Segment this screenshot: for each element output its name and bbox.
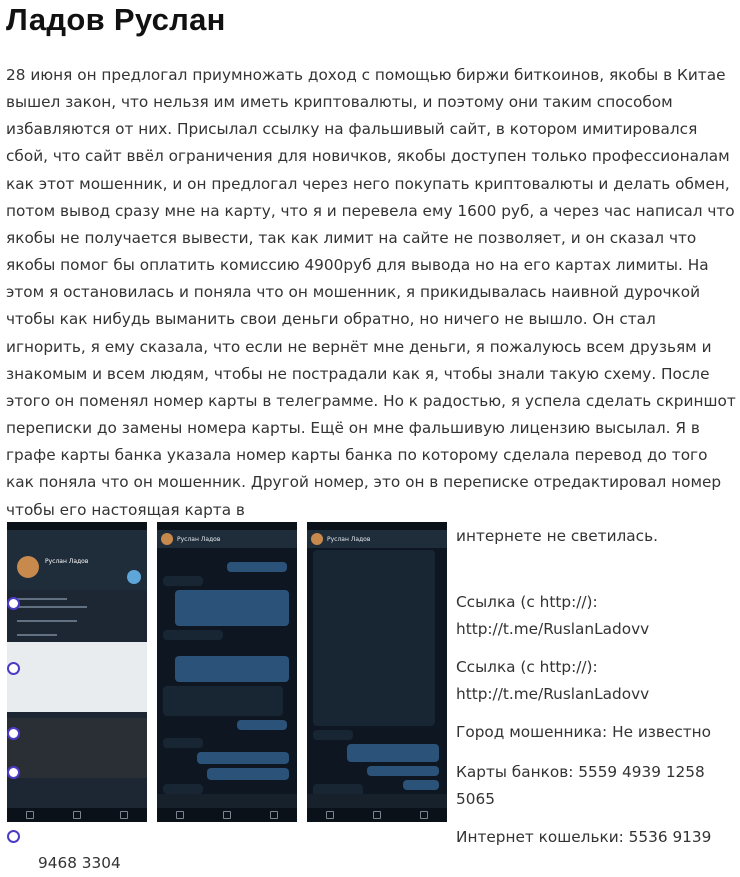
shared-media-thumbnail-2 [7,718,147,778]
chat-header [307,530,447,548]
avatar [17,556,39,578]
avatar [161,533,173,545]
chat-bubble [197,752,289,764]
chat-bubble [163,738,203,748]
gallery-dot-icon [7,727,20,740]
story-end: интернете не светилась. [456,527,658,545]
link-label-1: Ссылка (с http://): [456,593,598,611]
android-nav-bar [307,808,447,822]
story-text: 28 июня он предлогал приумножать доход с помощью биржи биткоинов, якобы в Китае вышел закон, что нельзя им иметь криптовалюты, и поэтому они таким способом избавляются от них. Присылал ссылку на фальшивый сайт, в котором имитировался сбой, что сайт ввёл ограничения для новичков, якобы доступен только профессионалам как этот мошенник, и он предлогал через него покупать криптовалюты и делать обмен, потом вывод сразу мне на карту, что я и перевела ему 1600 руб, а через час написал что якобы не получается вывести, так как лимит на сайте не позволяет, и он сказал что якобы помог бы оплатить комиссию 4900руб для вывода но на его картах лимиты. На этом я остановилась и поняла что он мошенник, я прикидывалась наивной дурочкой чтобы как нибудь выманить свои деньги обратно, но ничего не вышло. Он стал игнорить, я ему сказала, что если не вернёт мне деньги, я пожалуюсь всем друзьям и знакомым и всем людям, чтобы не пострадали как я, чтобы знали такую схему. После этого он поменял номер карты в телеграмме. Но к радостью, я успела сделать скриншот переписки до замены номера карты. Ещё он мне фальшивую лицензию высылал. Я в графе карты банка указала номер карты банка по которому сделала перевод до того как поняла что он мошенник. Другой номер, это он в переписке отредактировал номер чтобы его настоящая карта в [6,66,736,519]
wallets: Интернет кошельки: 5536 9139 [456,828,712,846]
contact-name: Руслан Ладов [45,558,89,565]
gallery-dot-icon [7,662,20,675]
chat-bubble [175,590,289,626]
contact-name: Руслан Ладов [327,535,371,543]
chat-bubble [163,630,223,640]
chat-bubble [313,730,353,740]
scammer-city: Город мошенника: Не известно [456,723,712,741]
chat-bubble [313,550,435,726]
screenshot-gallery [7,522,447,822]
gallery-dot-icon [7,597,20,610]
message-fab-icon [127,570,141,584]
contact-name: Руслан Ладов [177,535,221,543]
screenshot-chat-2[interactable] [307,522,447,822]
link-url-1[interactable]: http://t.me/RuslanLadovv [456,620,650,638]
screenshot-chat-1[interactable] [157,522,297,822]
shared-media-thumbnail [7,642,147,712]
bank-cards: Карты банков: 5559 4939 1258 [456,763,705,781]
message-input [157,794,297,808]
chat-bubble [163,576,203,586]
chat-bubble [163,686,283,716]
chat-bubble [347,744,439,762]
link-label-2: Ссылка (с http://): [456,658,598,676]
status-bar [157,522,297,530]
chat-bubble [175,656,289,682]
android-nav-bar [157,808,297,822]
chat-bubble [367,766,439,776]
gallery-dot-icon [7,830,20,843]
status-bar [307,522,447,530]
gallery-dot-icon [7,766,20,779]
page-title: Ладов Руслан [6,2,226,37]
chat-bubble [227,562,287,572]
chat-bubble [163,784,203,794]
chat-bubble [237,720,287,730]
android-nav-bar [7,808,147,822]
bank-cards-cont: 5065 [456,790,495,808]
chat-bubble [207,768,289,780]
chat-header [157,530,297,548]
status-bar [7,522,147,530]
avatar [311,533,323,545]
profile-header [7,530,147,590]
link-url-2[interactable]: http://t.me/RuslanLadovv [456,685,650,703]
message-input [307,794,447,808]
chat-bubble [403,780,439,790]
wallets-cont: 9468 3304 [38,854,121,872]
screenshot-profile[interactable] [7,522,147,822]
